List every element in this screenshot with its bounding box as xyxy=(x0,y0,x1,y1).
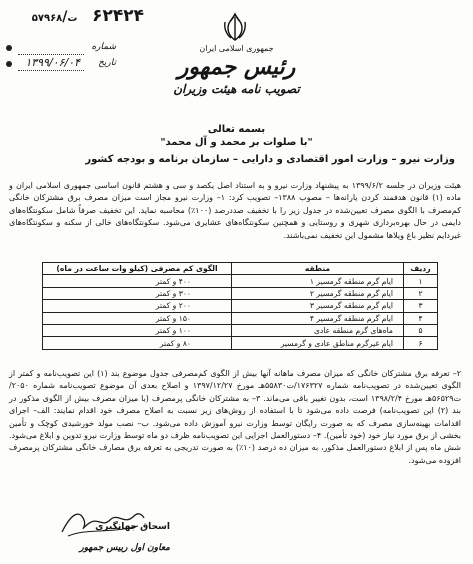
bismillah: بسمه تعالی xyxy=(207,124,266,135)
table-row xyxy=(43,287,438,299)
table-row xyxy=(43,337,438,349)
table-header-row xyxy=(43,263,438,275)
row-number: ۵ xyxy=(404,324,438,336)
consumption-pattern-table xyxy=(42,262,438,350)
date-value: ۱۳۹۹/۰۶/۰۴ xyxy=(25,56,80,69)
column-header: الگوی کم مصرفی (کیلو وات ساعت در ماه) xyxy=(43,263,232,275)
row-number: ۲ xyxy=(404,287,438,299)
column-header: ردیف xyxy=(404,263,438,275)
region-cell: ایام غیرگرم مناطق عادی و گرمسیر xyxy=(232,337,404,349)
region-cell: ایام گرم منطقه گرمسیر ۴ xyxy=(232,312,404,324)
column-header: منطقه xyxy=(232,263,404,275)
recipients-line: وزارت نیرو – وزارت امور اقتصادی و دارایی – سازمان برنامه و بودجه کشور xyxy=(85,154,455,165)
row-number: ۶ xyxy=(404,337,438,349)
iran-emblem-icon xyxy=(222,12,248,42)
salawat: "با صلوات بر محمد و آل محمد" xyxy=(160,137,313,148)
registration-code: ۵۷۹۶۸ xyxy=(31,13,63,24)
table-row xyxy=(43,324,438,336)
table-row xyxy=(43,275,438,287)
region-cell: ایام گرم منطقه گرمسیر ۲ xyxy=(232,287,404,299)
registration-suffix: ت xyxy=(67,13,78,24)
pattern-cell: ۱۰۰ و کمتر xyxy=(43,324,232,336)
region-cell: ایام گرم منطقه گرمسیر ۱ xyxy=(232,275,404,287)
decree-paragraph-2: ۲– تعرفه برق مشترکان خانگی که میزان مصرف ماهانه آنها بیش از الگوی کم‌مصرفی جدول موضوع بند (۱) این تصویب‌نامه و کمتر از الگوی تعیین‌شده در تصویب‌نامه شماره ۱۷۶۳۲۷/ت۵۵۸۳۰هـ مورخ ۱۳۹۷/۱۲/۲۷ و اصلاح بعدی آن موضوع تصویب‌نامه شماره ۲۰۵۰/ت۵۶۵۲۹هـ مورخ ۱۳۹۸/۲/۴ است، بدون تغییر باقی می‌ماند. ۳– به مشترکان خانگی پرمصرف (با میزان مصرف بیش از الگوی مذکور در بند (۲) این تصویب‌نامه) فرصت داده می‌شود تا با استفاده از روش‌های زیر نسبت به اصلاح مصرف خود اقدام نمایند: الف– اجرای اقدامات بهینه‌سازی مصرف که به صورت رایگان توسط وزارت نیرو آموزش داده می‌شود. ب– نصب مولد خورشیدی کوچک و تأمین بخشی از برق مورد نیاز خود (خود تأمین). ۴– دستورالعمل اجرایی این تصویب‌نامه ظرف دو ماه توسط وزارت نیرو تدوین و ابلاغ می‌شود. شش ماه پس از ابلاغ دستورالعمل مذکور، به میزان ده درصد (۱۰٪) به صورت تدریجی به تعرفه برق مصارف خانگی مشترکان پرمصرف افزوده می‌شود. xyxy=(9,369,462,465)
signatory-title: معاون اول رییس جمهور xyxy=(79,543,170,553)
row-number: ۴ xyxy=(404,312,438,324)
pattern-cell: ۸۰ و کمتر xyxy=(43,337,232,349)
pattern-cell: ۱۵۰ و کمتر xyxy=(43,312,232,324)
document-number: ۶۲۴۲۴ xyxy=(92,6,144,26)
approval-heading: تصویب نامه هیئت وزیران xyxy=(173,82,300,96)
row-number: ۳ xyxy=(404,300,438,312)
republic-heading: جمهوری اسلامی ایران xyxy=(199,44,274,53)
president-heading: رئیس جمهور xyxy=(177,54,296,80)
date-label: تاریخ xyxy=(98,58,116,68)
pattern-cell: ۴۰۰ و کمتر xyxy=(43,275,232,287)
pattern-cell: ۳۰۰ و کمتر xyxy=(43,287,232,299)
region-cell: ایام گرم منطقه گرمسیر ۳ xyxy=(232,300,404,312)
row-number: ۱ xyxy=(404,275,438,287)
decree-paragraph-1: هیئت وزیران در جلسه ۱۳۹۹/۶/۲ به پیشنهاد وزارت نیرو و به استناد اصل یکصد و سی و هشتم قانون اساسی جمهوری اسلامی ایران و ماده (۱) قانون هدفمند کردن یارانه‌ها – مصوب ۱۳۸۸– تصویب کرد: ۱– وزارت نیرو مجاز است میزان مصرف برق مشترکان خانگی کم‌مصرف با الگوی مصرف تعیین‌شده در جدول زیر را با تخفیف صددرصد (۱۰۰٪) محاسبه نماید. این تخفیف صرفاً شامل سکونتگاه‌های دایمی در حال بهره‌برداری شهری و روستایی و همچنین سکونتگاه‌های عشایری می‌شود. سکونتگاه‌های خالی از سکنه و سکونتگاه‌های غیردایم نظیر باغ ویلاها مشمول این تخفیف نمی‌باشند. xyxy=(9,181,462,240)
table-row xyxy=(43,300,438,312)
signatory-name: اسحاق جهانگیری xyxy=(95,522,170,532)
region-cell: ماه‌های گرم منطقه عادی xyxy=(232,324,404,336)
number-label: شماره xyxy=(91,42,116,52)
pattern-cell: ۲۰۰ و کمتر xyxy=(43,300,232,312)
document-number-stamp: ۶۲۴۲۴ ت/۵۷۹۶۸ xyxy=(31,6,144,26)
table-row xyxy=(43,312,438,324)
